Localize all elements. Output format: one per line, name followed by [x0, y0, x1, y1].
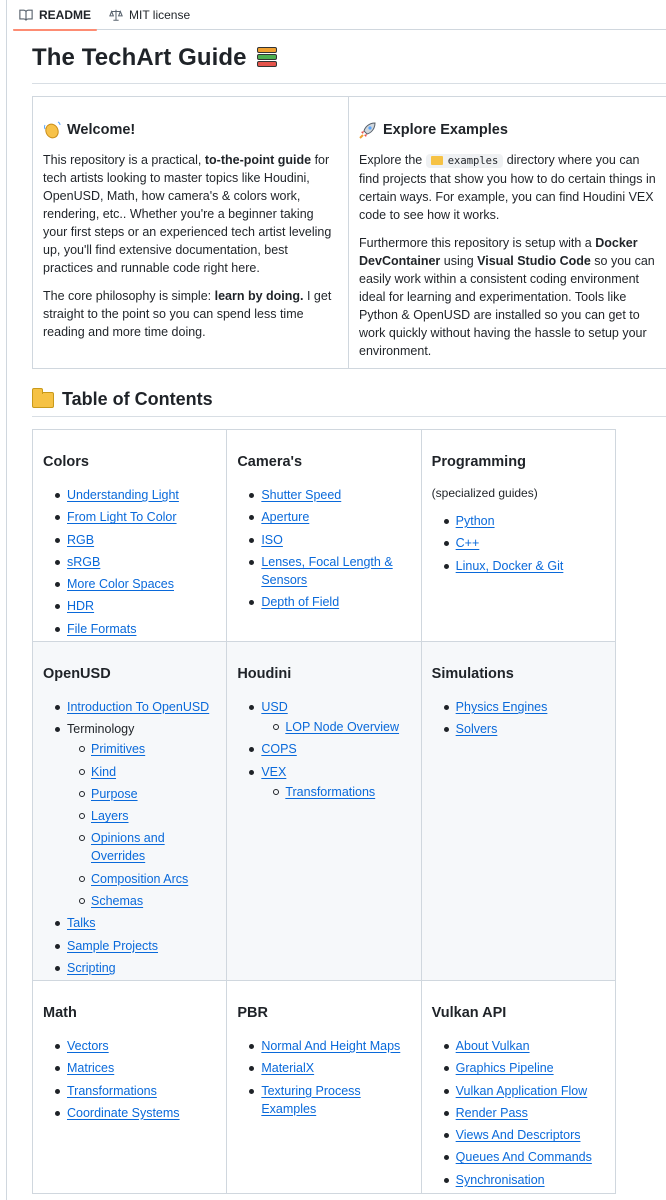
toc-programming-subtitle: (specialized guides)	[431, 486, 538, 500]
link-talks[interactable]: Talks	[67, 916, 96, 931]
list-item	[432, 1082, 605, 1100]
link-hdr[interactable]: HDR	[67, 599, 95, 614]
book-icon	[19, 8, 33, 22]
list-item	[261, 783, 410, 801]
link-graphics-pipeline[interactable]: Graphics Pipeline	[455, 1061, 554, 1076]
toc-houdini-title: Houdini	[237, 666, 292, 682]
link-synchronisation[interactable]: Synchronisation	[455, 1172, 545, 1187]
welcome-heading: Welcome!	[43, 119, 338, 141]
link-srgb[interactable]: sRGB	[67, 554, 101, 569]
link-vulkan-app-flow[interactable]: Vulkan Application Flow	[455, 1083, 588, 1098]
link-matrices[interactable]: Matrices	[67, 1061, 115, 1076]
title-divider	[32, 83, 666, 84]
link-vectors[interactable]: Vectors	[67, 1039, 109, 1053]
list-item	[43, 597, 216, 615]
toc-openusd-title: OpenUSD	[43, 666, 111, 682]
list-item	[67, 829, 216, 865]
link-about-vulkan[interactable]: About Vulkan	[455, 1039, 530, 1053]
toc-cell-colors	[33, 430, 227, 641]
toc-programming-title: Programming	[431, 454, 526, 470]
link-scripting[interactable]: Scripting	[67, 960, 116, 975]
list-item	[43, 531, 216, 549]
vex-sublist	[261, 783, 410, 801]
toc-cell-pbr	[227, 981, 421, 1193]
list-item	[237, 486, 410, 504]
toc-vulkan-title: Vulkan API	[431, 1005, 507, 1021]
list-item	[237, 698, 410, 736]
list-item	[432, 720, 605, 738]
vulkan-list	[432, 1037, 605, 1189]
list-item	[432, 512, 605, 530]
rocket-icon	[359, 121, 377, 139]
toc-cell-programming	[422, 430, 615, 641]
link-depth-of-field[interactable]: Depth of Field	[261, 595, 340, 610]
list-item	[237, 1059, 410, 1077]
tab-readme-label: README	[39, 7, 92, 22]
toc-table	[32, 429, 616, 1194]
tab-license-label: MIT license	[129, 7, 191, 22]
link-vex-transformations[interactable]: Transformations	[285, 784, 376, 799]
toc-divider	[32, 416, 666, 417]
link-layers[interactable]: Layers	[91, 809, 129, 824]
welcome-paragraph-2: The core philosophy is simple: learn by doing. I get straight to the point so you can spend less time reading and more time doing.	[43, 289, 332, 339]
toc-camera-title: Camera's	[237, 454, 303, 470]
readme-tab-bar	[13, 0, 666, 30]
link-cops[interactable]: COPS	[261, 742, 297, 757]
link-intro-openusd[interactable]: Introduction To OpenUSD	[67, 700, 210, 714]
list-item	[432, 1126, 605, 1144]
math-list	[43, 1037, 216, 1122]
link-math-transformations[interactable]: Transformations	[67, 1083, 157, 1098]
list-item	[67, 785, 216, 803]
toc-cell-simulations	[422, 642, 615, 980]
list-item	[43, 937, 216, 955]
list-item	[43, 1082, 216, 1100]
link-coordinate-systems[interactable]: Coordinate Systems	[67, 1105, 180, 1120]
link-primitives[interactable]: Primitives	[91, 742, 146, 757]
scale-icon	[109, 8, 123, 22]
list-item	[43, 575, 216, 593]
link-kind[interactable]: Kind	[91, 764, 117, 779]
list-item	[43, 720, 216, 910]
list-item	[432, 557, 605, 575]
toc-row-2	[33, 642, 615, 981]
camera-list	[237, 486, 410, 611]
list-item	[43, 959, 216, 977]
list-item	[43, 620, 216, 638]
explore-paragraph-2: Furthermore this repository is setup with a Docker DevContainer using Visual Studio Code so you can easily work within a consistent coding environment ideal for learning and experimentation. Tools like Python & OpenUSD are installed so you can get to work quickly without having the hassle to setup your environment.	[359, 236, 655, 358]
link-rgb[interactable]: RGB	[67, 532, 95, 547]
list-item	[43, 486, 216, 504]
list-item	[43, 508, 216, 526]
welcome-paragraph-1: This repository is a practical, to-the-point guide for tech artists looking to master topics like Houdini, OpenUSD, Math, how camera's & colors work, rendering, etc.. Whether you're a beginner taking your first steps or an experienced tech artist leveling up, you'll find extensive documentation, best practices and runnable code right here.	[43, 153, 332, 275]
list-item	[432, 1059, 605, 1077]
list-item	[432, 1171, 605, 1189]
toc-heading: Table of Contents	[32, 389, 213, 410]
list-item	[67, 892, 216, 910]
simulations-list	[432, 698, 605, 738]
toc-cell-math	[33, 981, 227, 1193]
explore-heading: Explore Examples	[359, 119, 661, 141]
link-iso[interactable]: ISO	[261, 532, 283, 547]
tab-readme[interactable]	[13, 0, 97, 30]
toc-math-title: Math	[43, 1005, 77, 1021]
link-normal-height-maps[interactable]: Normal And Height Maps	[261, 1039, 401, 1053]
list-item	[237, 508, 410, 526]
books-icon	[255, 46, 279, 70]
link-sample-projects[interactable]: Sample Projects	[67, 938, 159, 953]
tab-license[interactable]	[103, 0, 196, 30]
waving-hand-icon	[43, 121, 61, 139]
link-render-pass[interactable]: Render Pass	[455, 1105, 528, 1120]
toc-row-1	[33, 430, 615, 642]
toc-row-3	[33, 981, 615, 1193]
intro-table	[32, 96, 666, 369]
toc-cell-camera	[227, 430, 421, 641]
link-more-color-spaces[interactable]: More Color Spaces	[67, 577, 174, 592]
folder-icon	[431, 156, 443, 165]
list-item	[237, 593, 410, 611]
toc-pbr-title: PBR	[237, 1005, 268, 1021]
toc-cell-houdini	[227, 642, 421, 980]
terminology-list	[67, 740, 216, 910]
list-item	[237, 1082, 410, 1118]
programming-list	[432, 512, 605, 575]
explore-paragraph-1: Explore the examples directory where you can find projects that show you how to do certain things in certain ways. For example, you can find Houdini VEX code to see how it works.	[359, 153, 656, 222]
link-linux-docker-git[interactable]: Linux, Docker & Git	[455, 558, 564, 573]
link-cpp[interactable]: C++	[455, 536, 480, 551]
list-item	[432, 1148, 605, 1166]
pbr-list	[237, 1037, 410, 1118]
link-opinions-overrides[interactable]: Opinions and Overrides	[91, 831, 165, 864]
link-aperture[interactable]: Aperture	[261, 510, 310, 525]
link-schemas[interactable]: Schemas	[91, 894, 144, 909]
list-item	[261, 718, 410, 736]
page-left-border	[6, 0, 7, 1200]
list-item	[43, 1037, 216, 1055]
list-item	[43, 1059, 216, 1077]
link-from-light-to-color[interactable]: From Light To Color	[67, 510, 177, 525]
page-title: The TechArt Guide	[32, 44, 279, 72]
list-item	[237, 763, 410, 801]
list-item	[43, 553, 216, 571]
terminology-label: Terminology	[67, 722, 135, 737]
explore-cell	[349, 97, 666, 368]
houdini-list	[237, 698, 410, 801]
list-item	[432, 1037, 605, 1055]
list-item	[43, 914, 216, 932]
list-item	[237, 531, 410, 549]
link-usd[interactable]: USD	[261, 700, 288, 714]
link-vex[interactable]: VEX	[261, 764, 287, 779]
list-item	[43, 1104, 216, 1122]
list-item	[432, 698, 605, 716]
list-item	[43, 698, 216, 716]
link-views-descriptors[interactable]: Views And Descriptors	[455, 1128, 581, 1143]
link-materialx[interactable]: MaterialX	[261, 1061, 315, 1076]
list-item	[432, 534, 605, 552]
list-item	[67, 870, 216, 888]
list-item	[67, 740, 216, 758]
openusd-list	[43, 698, 216, 977]
link-composition-arcs[interactable]: Composition Arcs	[91, 871, 189, 886]
list-item	[237, 1037, 410, 1055]
link-understanding-light[interactable]: Understanding Light	[67, 488, 179, 502]
list-item	[67, 807, 216, 825]
link-queues-commands[interactable]: Queues And Commands	[455, 1150, 592, 1165]
link-shutter-speed[interactable]: Shutter Speed	[261, 488, 342, 502]
welcome-cell	[33, 97, 349, 368]
list-item	[237, 553, 410, 589]
link-solvers[interactable]: Solvers	[455, 722, 498, 737]
link-purpose[interactable]: Purpose	[91, 786, 138, 801]
usd-sublist	[261, 718, 410, 736]
link-file-formats[interactable]: File Formats	[67, 621, 137, 636]
link-lenses[interactable]: Lenses, Focal Length & Sensors	[261, 554, 393, 587]
link-texturing-process[interactable]: Texturing Process Examples	[261, 1083, 361, 1116]
examples-code: examples	[426, 154, 504, 168]
list-item	[67, 763, 216, 781]
link-lop-node-overview[interactable]: LOP Node Overview	[285, 720, 400, 734]
list-item	[432, 1104, 605, 1122]
link-physics-engines[interactable]: Physics Engines	[455, 700, 548, 714]
toc-colors-title: Colors	[43, 454, 89, 470]
list-item	[237, 740, 410, 758]
colors-list	[43, 486, 216, 638]
folder-icon	[32, 392, 54, 408]
toc-simulations-title: Simulations	[431, 666, 514, 682]
toc-cell-vulkan	[422, 981, 615, 1193]
link-python[interactable]: Python	[455, 514, 495, 528]
toc-cell-openusd	[33, 642, 227, 980]
